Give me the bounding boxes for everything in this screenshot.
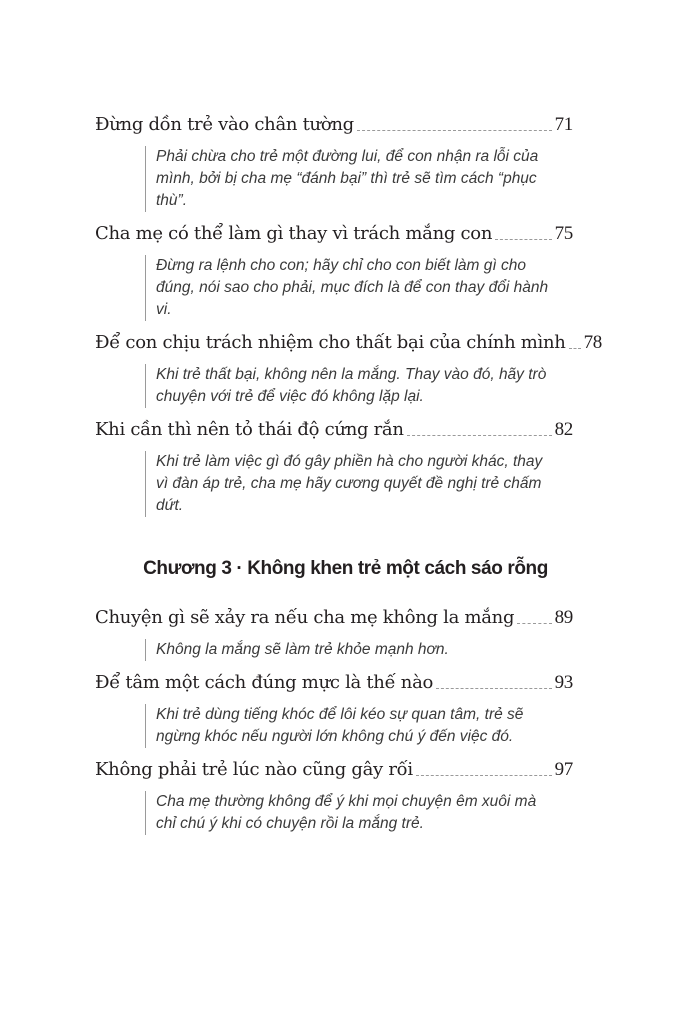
toc-entry-page-number: 93	[554, 672, 573, 693]
toc-entry-title-row	[95, 328, 603, 354]
toc-entry	[95, 603, 573, 661]
toc-entry	[95, 415, 573, 517]
dotted-leader	[436, 688, 552, 689]
toc-entry-title: Đừng dồn trẻ vào chân tường	[95, 114, 354, 135]
toc-entry-title-row	[95, 110, 573, 136]
toc-entry-title-row	[95, 603, 573, 629]
toc-entry-page-number: 78	[583, 332, 603, 353]
toc-entry	[95, 110, 573, 212]
toc-entry-title-row	[95, 219, 573, 245]
toc-entry-summary: Đừng ra lệnh cho con; hãy chỉ cho con biết làm gì cho đúng, nói sao cho phải, mục đích là để con thay đổi hành vi.	[145, 255, 556, 321]
toc-entry-page-number: 71	[554, 114, 573, 135]
toc-entry-title-row	[95, 415, 573, 441]
toc-entry-page-number: 82	[554, 419, 573, 440]
toc-entry	[95, 755, 573, 835]
toc-entry-page-number: 89	[554, 607, 573, 628]
dotted-leader	[357, 130, 552, 131]
toc-entry-title: Không phải trẻ lúc nào cũng gây rối	[95, 759, 413, 780]
toc-entry-title-row	[95, 668, 573, 694]
toc-entry	[95, 219, 573, 321]
dotted-leader	[569, 348, 581, 349]
chapter-heading: Chương 3 · Không khen trẻ một cách sáo rỗng	[143, 558, 548, 579]
dotted-leader	[495, 239, 551, 240]
toc-entry-page-number: 97	[554, 759, 573, 780]
toc-entry	[95, 668, 573, 748]
dotted-leader	[407, 435, 552, 436]
toc-entry-title: Cha mẹ có thể làm gì thay vì trách mắng con	[95, 223, 493, 244]
dotted-leader	[416, 775, 552, 776]
toc-entry-title: Để tâm một cách đúng mực là thế nào	[95, 672, 434, 693]
toc-entry-title-row	[95, 755, 573, 781]
toc-entry-title: Chuyện gì sẽ xảy ra nếu cha mẹ không la mắng	[95, 607, 515, 628]
toc-entry-summary: Không la mắng sẽ làm trẻ khỏe mạnh hơn.	[145, 639, 556, 661]
toc-entry-summary: Cha mẹ thường không để ý khi mọi chuyện êm xuôi mà chỉ chú ý khi có chuyện rồi la mắng trẻ.	[145, 791, 556, 835]
toc-entry-title: Khi cần thì nên tỏ thái độ cứng rắn	[95, 419, 404, 440]
toc-entry-title: Để con chịu trách nhiệm cho thất bại của chính mình	[95, 332, 566, 353]
toc-entry-summary: Khi trẻ thất bại, không nên la mắng. Thay vào đó, hãy trò chuyện với trẻ để việc đó không lặp lại.	[145, 364, 556, 408]
toc-entry	[95, 328, 603, 408]
dotted-leader	[517, 623, 551, 624]
toc-entry-summary: Khi trẻ dùng tiếng khóc để lôi kéo sự quan tâm, trẻ sẽ ngừng khóc nếu người lớn không chú ý đến việc đó.	[145, 704, 556, 748]
toc-entry-page-number: 75	[554, 223, 573, 244]
toc-entry-summary: Khi trẻ làm việc gì đó gây phiền hà cho người khác, thay vì đàn áp trẻ, cha mẹ hãy cương quyết đề nghị trẻ chấm dứt.	[145, 451, 556, 517]
toc-entry-summary: Phải chừa cho trẻ một đường lui, để con nhận ra lỗi của mình, bởi bị cha mẹ “đánh bại” thì trẻ sẽ tìm cách “phục thù”.	[145, 146, 556, 212]
